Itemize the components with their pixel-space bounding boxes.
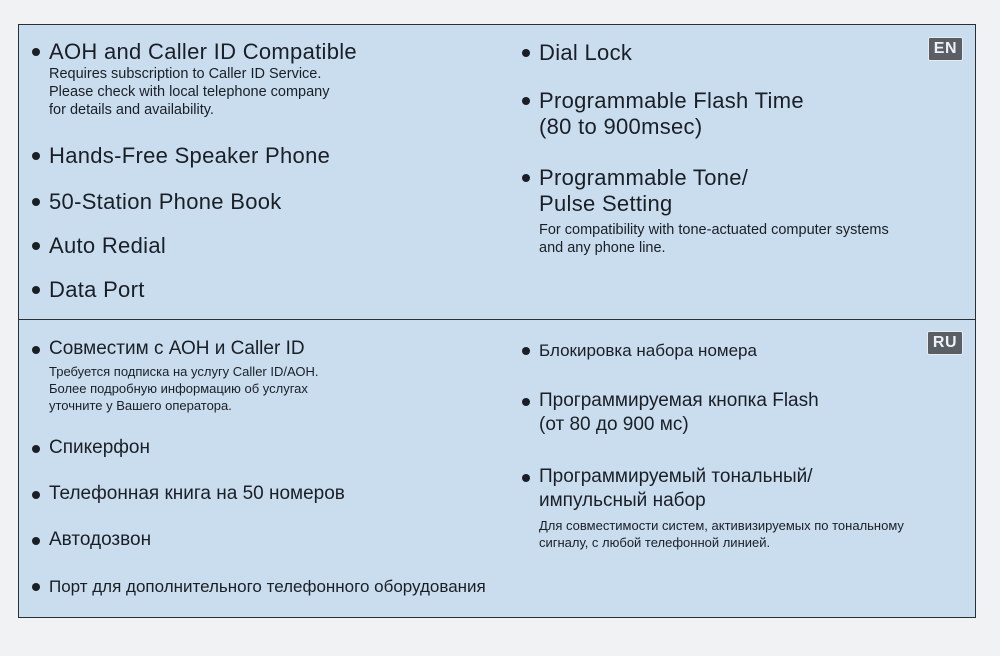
- feature-title: Совместим с АОН и Caller ID: [49, 338, 305, 359]
- language-badge-en: EN: [928, 37, 963, 61]
- feature-note-line: and any phone line.: [539, 240, 666, 256]
- feature-title: Программируемый тональный/: [539, 466, 813, 487]
- feature-title: Телефонная книга на 50 номеров: [49, 483, 345, 504]
- bullet-icon: [32, 537, 40, 545]
- feature-note-line: Please check with local telephone company: [49, 84, 330, 100]
- bullet-icon: [32, 346, 40, 354]
- feature-title-line2: Pulse Setting: [539, 191, 673, 216]
- feature-title-line2: (80 to 900msec): [539, 114, 703, 139]
- feature-title: Порт для дополнительного телефонного оборудования: [49, 577, 486, 596]
- feature-note-line: Требуется подписка на услугу Caller ID/АОН.: [49, 364, 319, 379]
- feature-title: Programmable Flash Time: [539, 88, 804, 113]
- bullet-icon: [32, 583, 40, 591]
- bullet-icon: [32, 491, 40, 499]
- bullet-icon: [522, 474, 530, 482]
- bullet-icon: [32, 242, 40, 250]
- bullet-icon: [32, 445, 40, 453]
- feature-title: Спикерфон: [49, 437, 150, 458]
- feature-title-line2: импульсный набор: [539, 490, 706, 511]
- english-features-panel: [19, 25, 975, 320]
- bullet-icon: [522, 398, 530, 406]
- feature-note-line: for details and availability.: [49, 102, 214, 118]
- feature-title: Programmable Tone/: [539, 165, 749, 190]
- feature-title: Блокировка набора номера: [539, 341, 757, 360]
- bullet-icon: [32, 152, 40, 160]
- feature-title: Data Port: [49, 277, 145, 302]
- feature-title: AOH and Caller ID Compatible: [49, 39, 357, 64]
- feature-note-line: Requires subscription to Caller ID Service.: [49, 66, 322, 82]
- feature-title: Программируемая кнопка Flash: [539, 390, 819, 411]
- feature-note-line: уточните у Вашего оператора.: [49, 398, 232, 413]
- bullet-icon: [522, 49, 530, 57]
- russian-features-panel: [19, 319, 975, 616]
- bullet-icon: [32, 286, 40, 294]
- feature-title: Hands-Free Speaker Phone: [49, 143, 331, 168]
- feature-title: Auto Redial: [49, 233, 167, 258]
- bullet-icon: [522, 347, 530, 355]
- feature-title: Автодозвон: [49, 529, 152, 550]
- feature-note-line: сигналу, с любой телефонной линией.: [539, 535, 771, 550]
- feature-title: 50-Station Phone Book: [49, 189, 282, 214]
- bullet-icon: [32, 198, 40, 206]
- language-badge-ru: RU: [927, 331, 963, 355]
- feature-title: Dial Lock: [539, 40, 633, 65]
- bullet-icon: [522, 174, 530, 182]
- feature-note-line: Для совместимости систем, активизируемых по тональному: [539, 518, 904, 533]
- feature-title-line2: (от 80 до 900 мс): [539, 414, 689, 435]
- feature-note-line: For compatibility with tone-actuated computer systems: [539, 222, 889, 238]
- feature-note-line: Более подробную информацию об услугах: [49, 381, 308, 396]
- bullet-icon: [32, 48, 40, 56]
- feature-box: [18, 24, 976, 618]
- bullet-icon: [522, 97, 530, 105]
